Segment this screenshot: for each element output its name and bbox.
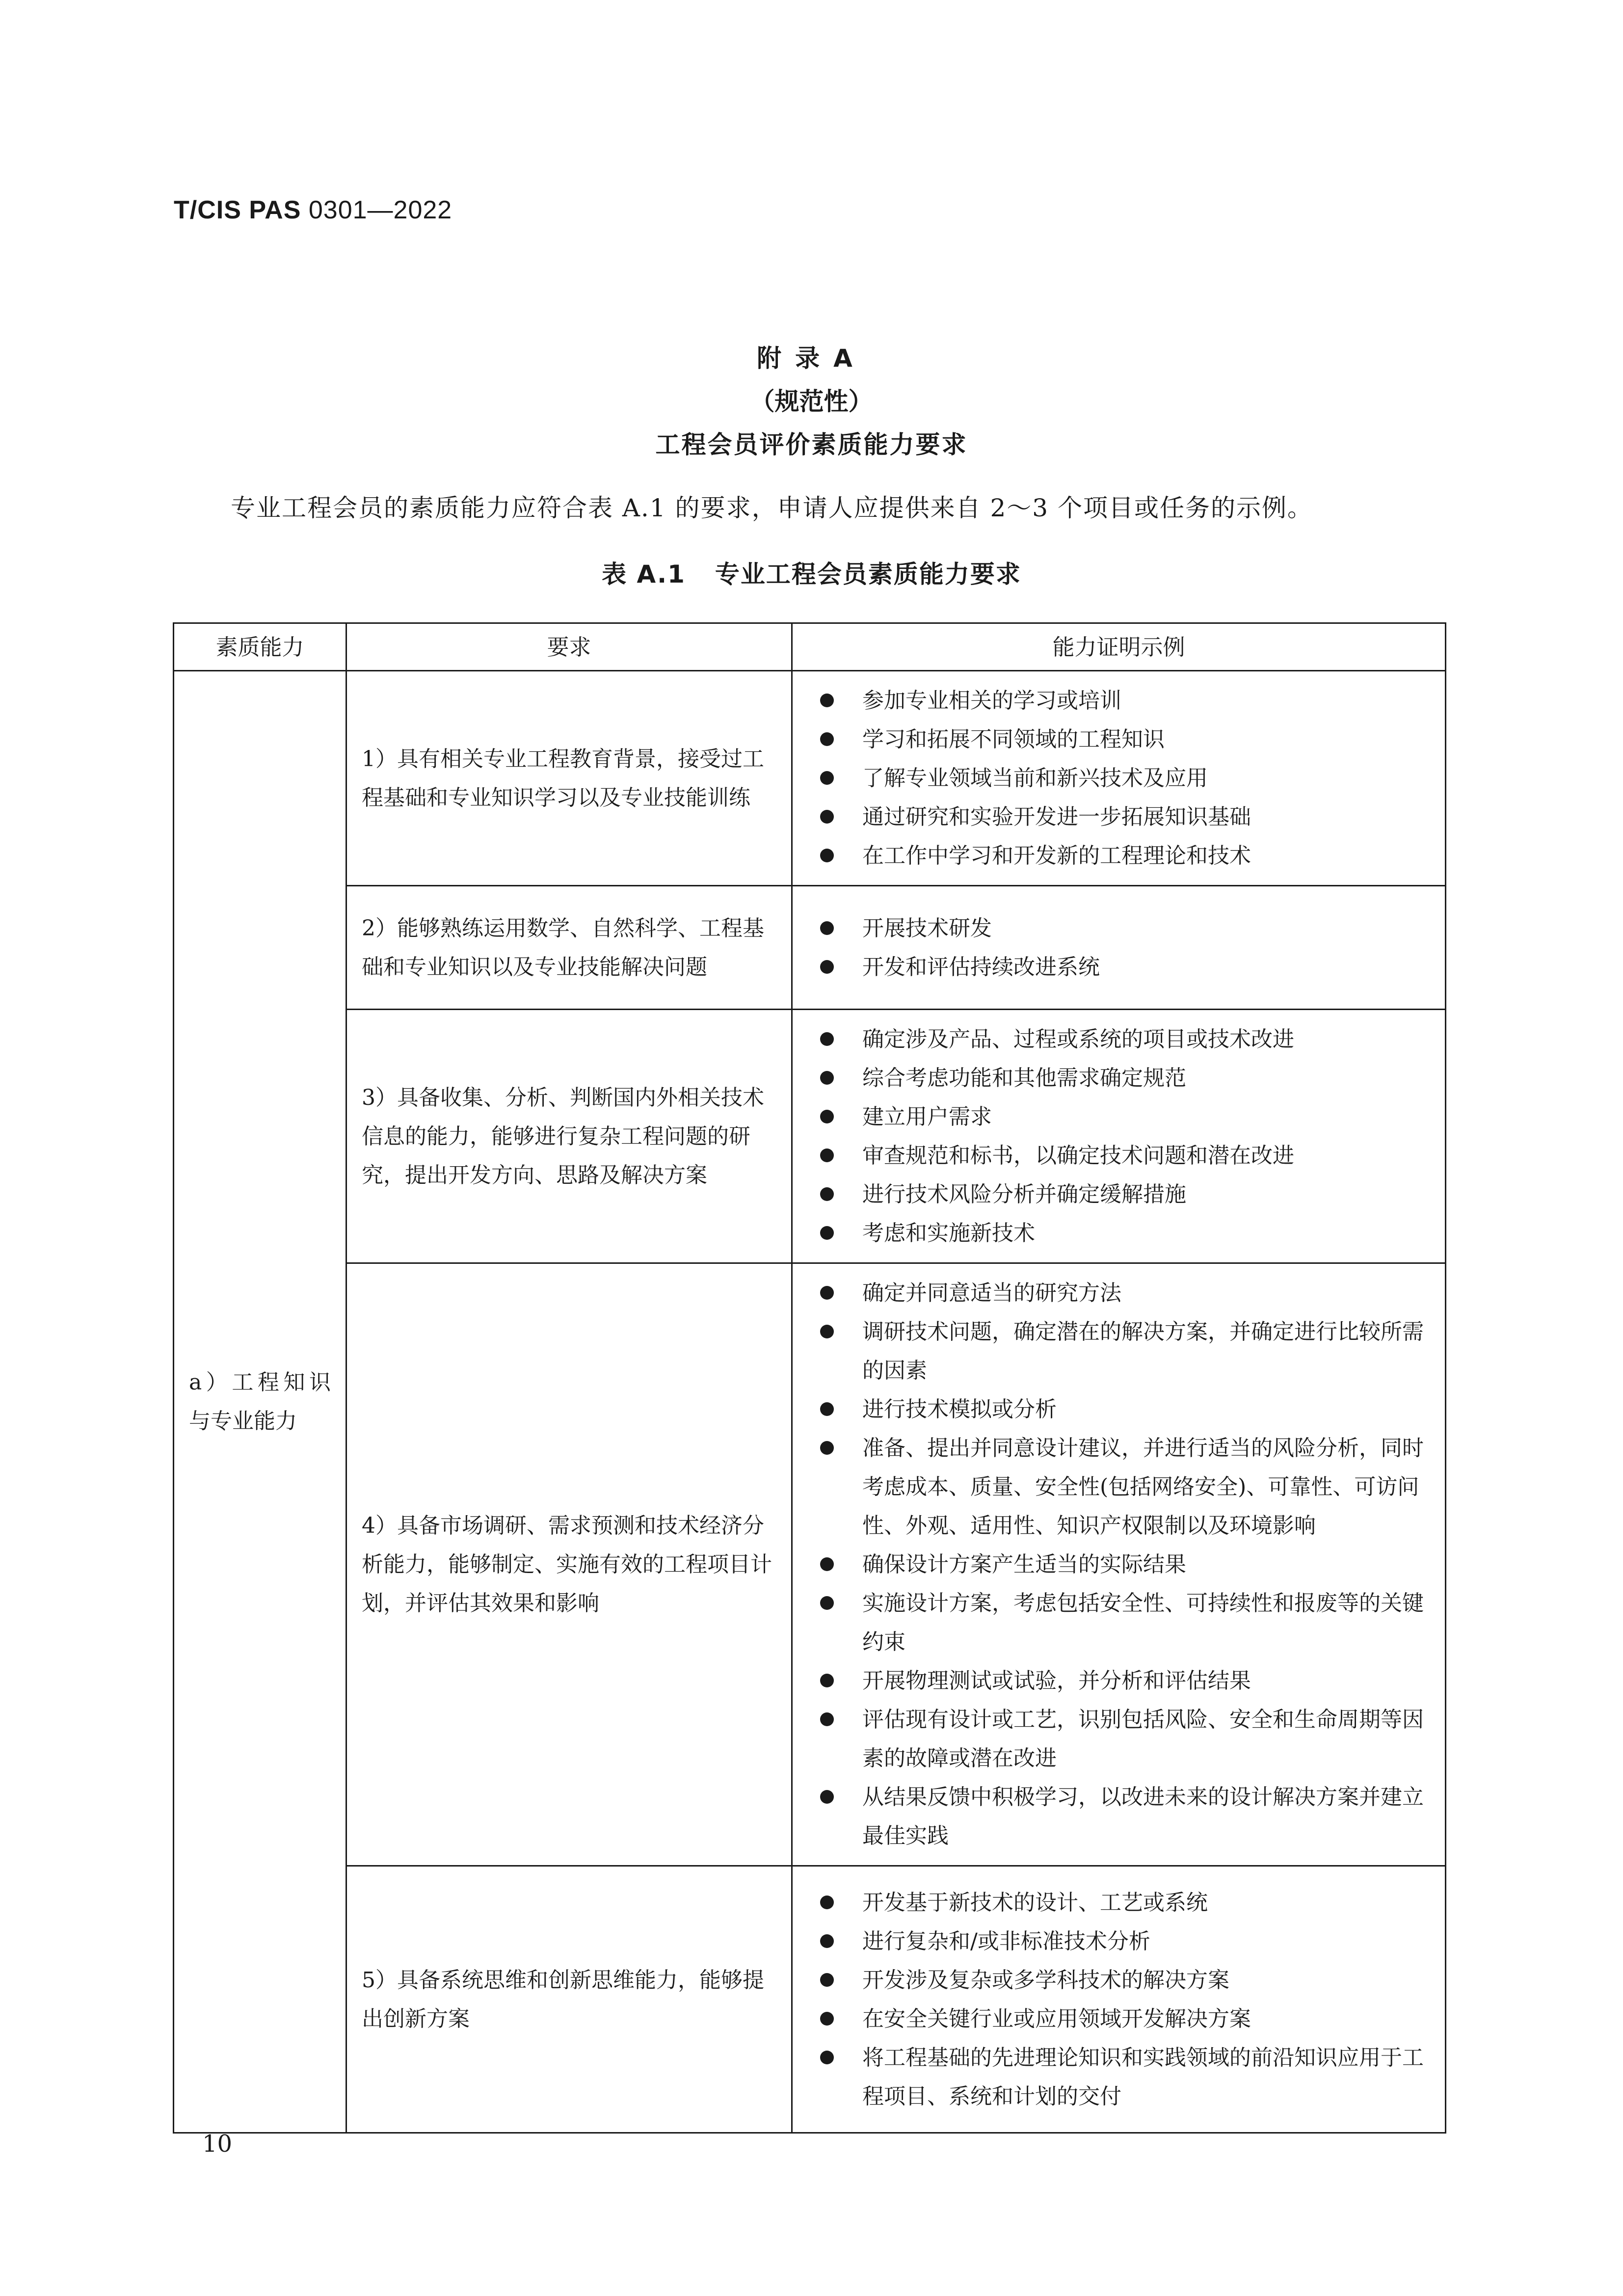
appendix-nature: （规范性）	[750, 387, 873, 416]
list-item: 在工作中学习和开发新的工程理论和技术	[807, 836, 1430, 875]
list-item: 将工程基础的先进理论知识和实践领域的前沿知识应用于工程项目、系统和计划的交付	[807, 2038, 1430, 2116]
list-item: 进行技术风险分析并确定缓解措施	[807, 1175, 1430, 1214]
requirement-cell: 2）能够熟练运用数学、自然科学、工程基础和专业知识以及专业技能解决问题	[346, 886, 792, 1010]
examples-cell	[792, 1866, 1446, 2133]
list-item: 开发和评估持续改进系统	[807, 948, 1430, 987]
examples-list	[807, 1274, 1430, 1855]
requirement-cell: 5）具备系统思维和创新思维能力，能够提出创新方案	[346, 1866, 792, 2133]
examples-cell	[792, 671, 1446, 886]
list-item: 建立用户需求	[807, 1097, 1430, 1136]
list-item: 确定并同意适当的研究方法	[807, 1274, 1430, 1312]
header-examples: 能力证明示例	[792, 623, 1446, 671]
table-caption-number: 表 A.1	[602, 560, 686, 588]
list-item: 参加专业相关的学习或培训	[807, 681, 1430, 720]
list-item: 开发基于新技术的设计、工艺或系统	[807, 1883, 1430, 1922]
table-row	[174, 1010, 1446, 1263]
examples-cell	[792, 1010, 1446, 1263]
list-item: 在安全关键行业或应用领域开发解决方案	[807, 2000, 1430, 2038]
list-item: 从结果反馈中积极学习，以改进未来的设计解决方案并建立最佳实践	[807, 1778, 1430, 1855]
list-item: 评估现有设计或工艺，识别包括风险、安全和生命周期等因素的故障或潜在改进	[807, 1700, 1430, 1778]
header-competency: 素质能力	[174, 623, 346, 671]
table-caption-title: 专业工程会员素质能力要求	[715, 560, 1021, 588]
table-caption	[0, 555, 1623, 590]
header-requirement: 要求	[346, 623, 792, 671]
examples-list	[807, 681, 1430, 875]
list-item: 开发涉及复杂或多学科技术的解决方案	[807, 1961, 1430, 2000]
appendix-label: 附录A	[757, 344, 866, 373]
list-item: 通过研究和实验开发进一步拓展知识基础	[807, 798, 1430, 836]
list-item: 确定涉及产品、过程或系统的项目或技术改进	[807, 1020, 1430, 1059]
list-item: 审查规范和标书，以确定技术问题和潜在改进	[807, 1136, 1430, 1175]
requirement-cell: 3）具备收集、分析、判断国内外相关技术信息的能力，能够进行复杂工程问题的研究，提出开发方向、思路及解决方案	[346, 1010, 792, 1263]
list-item: 综合考虑功能和其他需求确定规范	[807, 1059, 1430, 1097]
list-item: 开展技术研发	[807, 909, 1430, 948]
list-item: 学习和拓展不同领域的工程知识	[807, 720, 1430, 759]
list-item: 调研技术问题，确定潜在的解决方案，并确定进行比较所需的因素	[807, 1312, 1430, 1390]
document-code-prefix: T/CIS PAS	[174, 196, 301, 224]
page-number: 10	[202, 2130, 233, 2158]
document-code-number: 0301—2022	[308, 196, 452, 224]
examples-list	[807, 1020, 1430, 1253]
requirement-cell: 4）具备市场调研、需求预测和技术经济分析能力，能够制定、实施有效的工程项目计划，并评估其效果和影响	[346, 1263, 792, 1866]
list-item: 开展物理测试或试验，并分析和评估结果	[807, 1661, 1430, 1700]
examples-cell	[792, 1263, 1446, 1866]
table-row	[174, 1263, 1446, 1866]
table-row	[174, 671, 1446, 886]
category-cell: a）工程知识与专业能力	[174, 671, 346, 2133]
table-row	[174, 1866, 1446, 2133]
examples-list	[807, 909, 1430, 987]
appendix-title: 工程会员评价素质能力要求	[655, 430, 968, 459]
list-item: 实施设计方案，考虑包括安全性、可持续性和报废等的关键约束	[807, 1584, 1430, 1661]
requirements-table	[173, 622, 1446, 2134]
examples-cell	[792, 886, 1446, 1010]
intro-paragraph: 专业工程会员的素质能力应符合表 A.1 的要求，申请人应提供来自 2～3 个项目或任务的示例。	[231, 494, 1313, 522]
list-item: 了解专业领域当前和新兴技术及应用	[807, 759, 1430, 798]
list-item: 确保设计方案产生适当的实际结果	[807, 1545, 1430, 1584]
requirement-cell: 1）具有相关专业工程教育背景，接受过工程基础和专业知识学习以及专业技能训练	[346, 671, 792, 886]
list-item: 进行技术模拟或分析	[807, 1390, 1430, 1429]
list-item: 考虑和实施新技术	[807, 1214, 1430, 1253]
examples-list	[807, 1883, 1430, 2116]
document-code	[174, 195, 452, 225]
list-item: 准备、提出并同意设计建议，并进行适当的风险分析，同时考虑成本、质量、安全性(包括网络安全)、可靠性、可访问性、外观、适用性、知识产权限制以及环境影响	[807, 1429, 1430, 1545]
list-item: 进行复杂和/或非标准技术分析	[807, 1922, 1430, 1961]
table-row	[174, 886, 1446, 1010]
table-header-row	[174, 623, 1446, 671]
